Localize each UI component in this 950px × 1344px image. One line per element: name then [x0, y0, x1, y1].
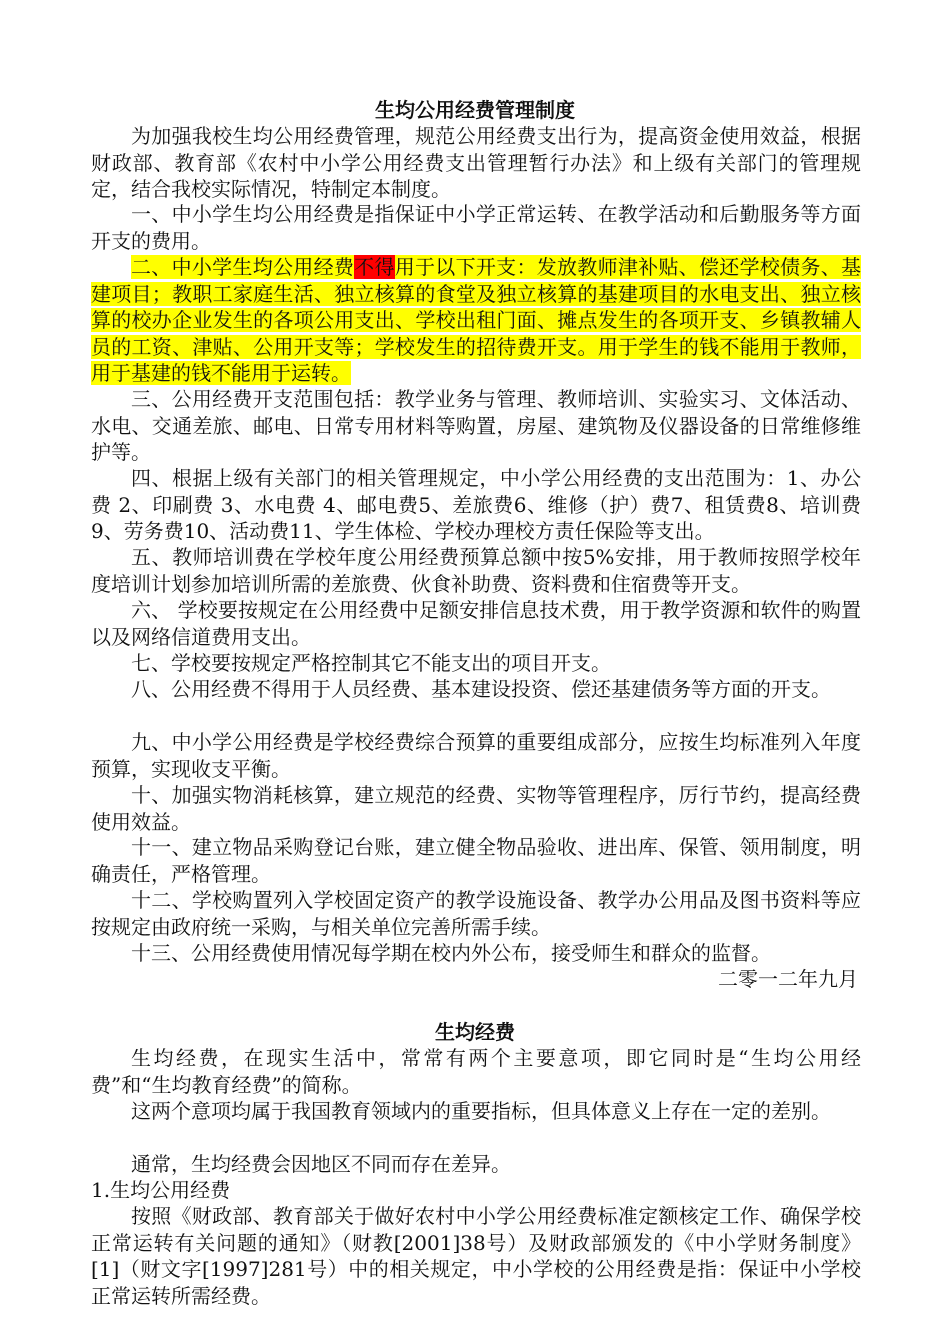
clause-6: 六、 学校要按规定在公用经费中足额安排信息技术费，用于教学资源和软件的购置以及网络信道费用支出。 [91, 598, 861, 649]
clause-3: 三、公用经费开支范围包括：教学业务与管理、教师培训、实验实习、文体活动、水电、交通差旅、邮电、日常专用材料等购置，房屋、建筑物及仪器设备的日常维修维护等。 [91, 387, 861, 464]
clause-1: 一、中小学生均公用经费是指保证中小学正常运转、在教学活动和后勤服务等方面开支的费用。 [91, 202, 861, 253]
subheading-1: 1.生均公用经费 [91, 1178, 231, 1202]
clause-2-highlight-a: 二、中小学生均公用经费 [131, 255, 355, 279]
section-paragraph-3: 通常，生均经费会因地区不同而存在差异。 [131, 1152, 511, 1176]
clause-8: 八、公用经费不得用于人员经费、基本建设投资、偿还基建债务等方面的开支。 [131, 677, 831, 701]
section-paragraph-1: 生均经费，在现实生活中，常常有两个主要意项，即它同时是“生均公用经费”和“生均教育经费”的简称。 [91, 1046, 861, 1097]
clause-5: 五、教师培训费在学校年度公用经费预算总额中按5%安排，用于教师按照学校年度培训计划参加培训所需的差旅费、伙食补助费、资料费和住宿费等开支。 [91, 545, 861, 596]
section-paragraph-4: 按照《财政部、教育部关于做好农村中小学公用经费标准定额核定工作、确保学校正常运转有关问题的通知》（财教[2001]38号）及财政部颁发的《中小学财务制度》[1]（财文字[1997]281号）中的相关规定，中小学校的公用经费是指：保证中小学校正常运转所需经费。 [91, 1204, 861, 1308]
section-title: 生均经费 [435, 1020, 515, 1044]
section-paragraph-2: 这两个意项均属于我国教育领域内的重要指标，但具体意义上存在一定的差别。 [131, 1099, 831, 1123]
clause-7: 七、学校要按规定严格控制其它不能支出的项目开支。 [131, 651, 611, 675]
clause-2-highlight-red: 不得 [354, 255, 395, 279]
clause-2 [91, 254, 861, 387]
clause-13: 十三、公用经费使用情况每学期在校内外公布，接受师生和群众的监督。 [131, 941, 771, 965]
document-date: 二零一二年九月 [718, 967, 858, 991]
clause-2-highlight-b: 用于以下开支：发放教师津补贴、偿还学校债务、基建项目；教职工家庭生活、独立核算的食堂及独立核算的基建项目的水电支出、独立核算的校办企业发生的各项公用支出、学校出租门面、摊点发生的各项开支、乡镇教辅人员的工资、津贴、公用开支等；学校发生的招待费开支。用于学生的钱不能用于教师，用于基建的钱不能用于运转。 [91, 255, 862, 385]
intro-paragraph: 为加强我校生均公用经费管理，规范公用经费支出行为，提高资金使用效益，根据财政部、教育部《农村中小学公用经费支出管理暂行办法》和上级有关部门的管理规定，结合我校实际情况，特制定本制度。 [91, 124, 861, 201]
clause-11: 十一、建立物品采购登记台账，建立健全物品验收、进出库、保管、领用制度，明确责任，严格管理。 [91, 835, 861, 886]
clause-4: 四、根据上级有关部门的相关管理规定，中小学公用经费的支出范围为：1、办公费 2、印刷费 3、水电费 4、邮电费5、差旅费6、维修（护）费7、租赁费8、培训费9、劳务费10、活动费11、学生体检、学校办理校方责任保险等支出。 [91, 466, 861, 543]
clause-12: 十二、学校购置列入学校固定资产的教学设施设备、教学办公用品及图书资料等应按规定由政府统一采购，与相关单位完善所需手续。 [91, 888, 861, 939]
document-title: 生均公用经费管理制度 [375, 98, 575, 122]
clause-10: 十、加强实物消耗核算，建立规范的经费、实物等管理程序，厉行节约，提高经费使用效益。 [91, 783, 861, 834]
clause-9: 九、中小学公用经费是学校经费综合预算的重要组成部分，应按生均标准列入年度预算，实现收支平衡。 [91, 730, 861, 781]
